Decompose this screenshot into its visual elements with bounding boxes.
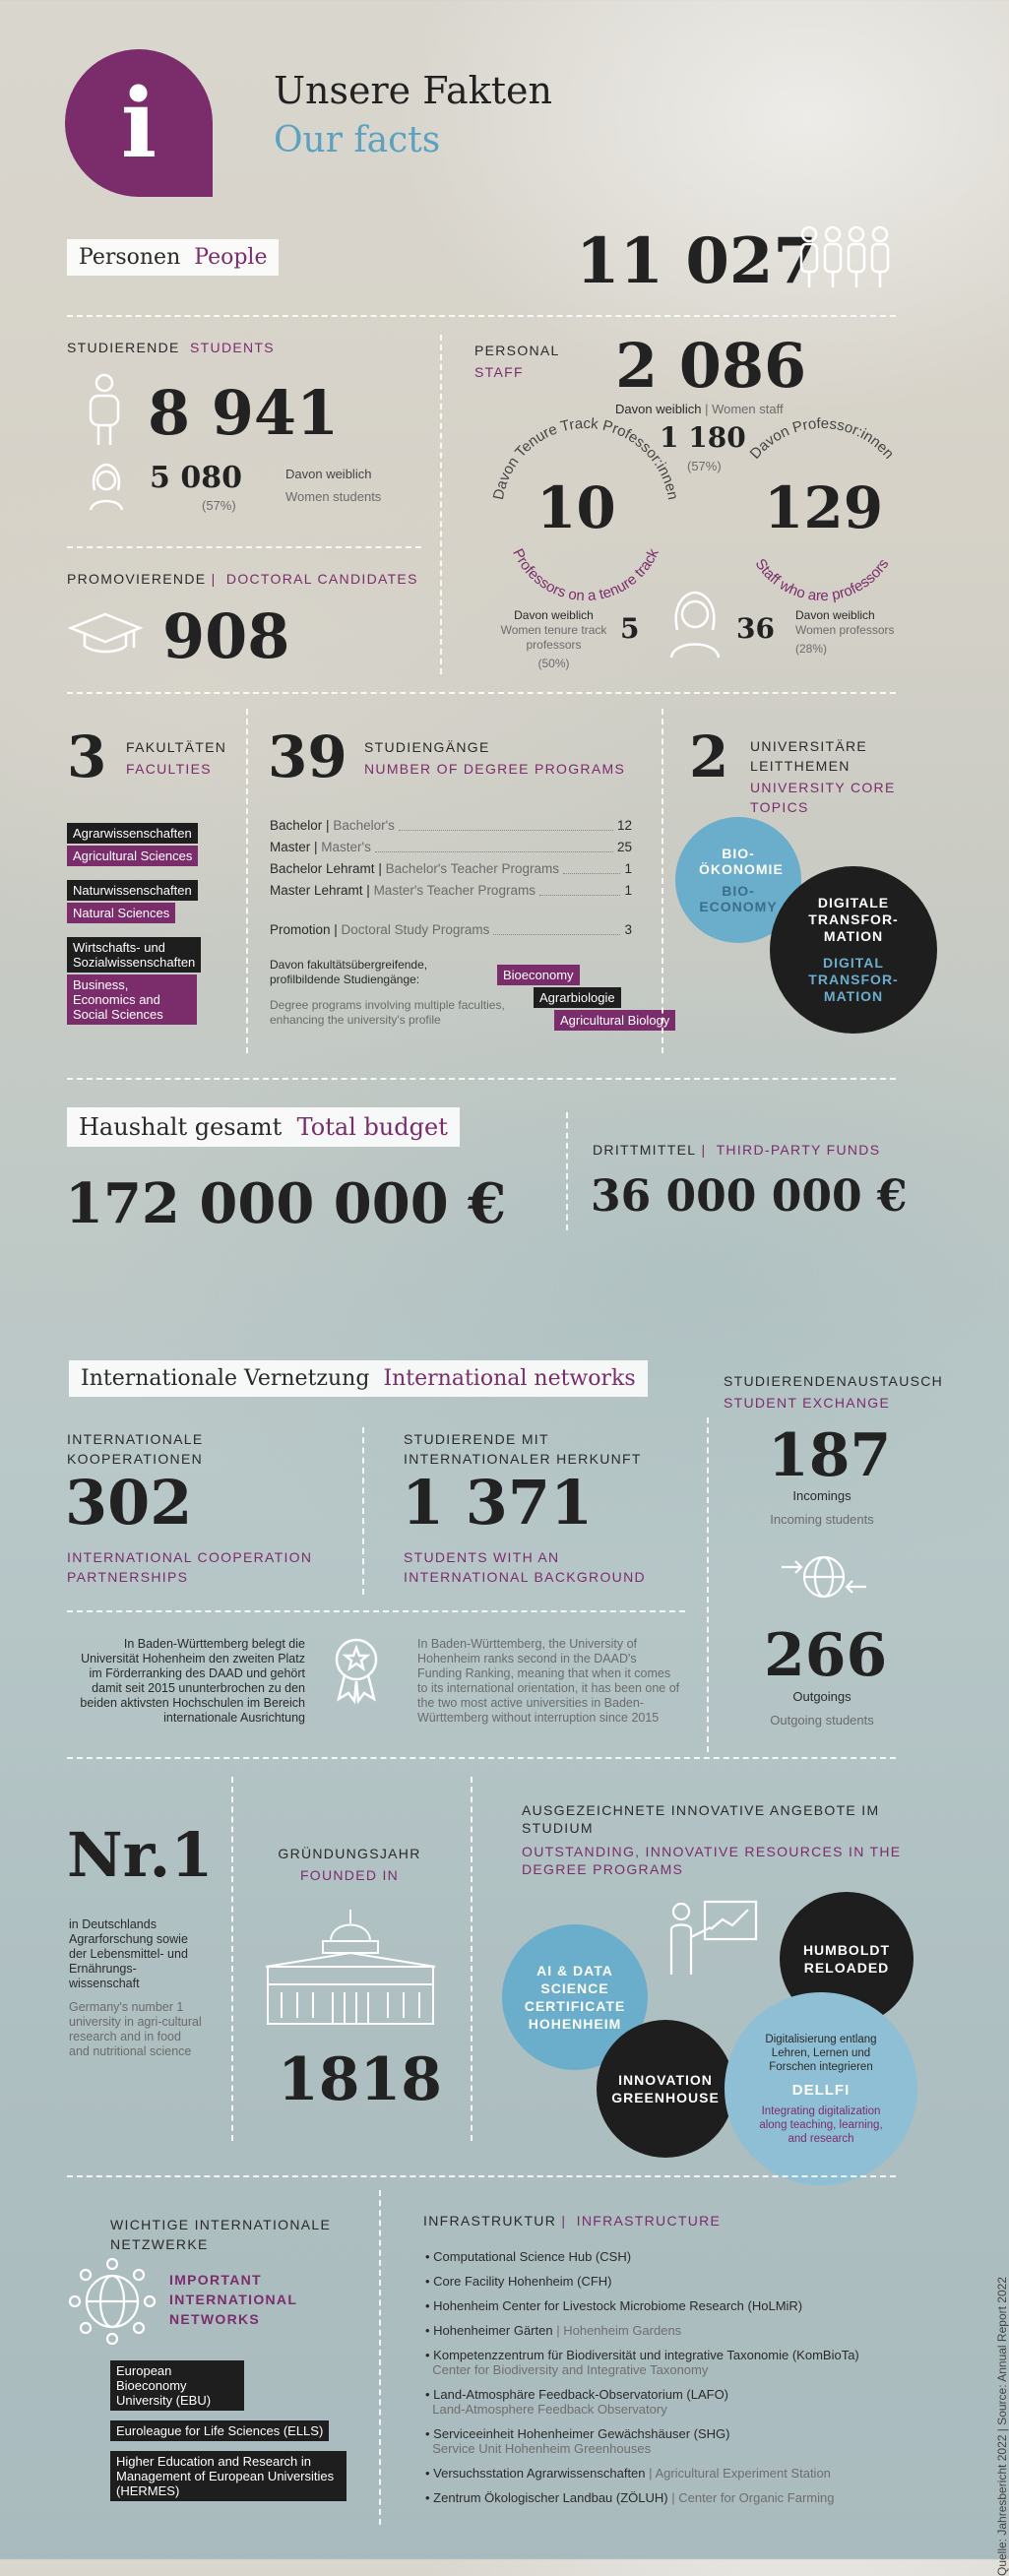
third-party-de: DRITTMITTEL xyxy=(593,1142,697,1158)
logo-badge xyxy=(65,49,213,197)
list-item: • Core Facility Hohenheim (CFH) xyxy=(425,2274,612,2289)
divider xyxy=(67,1078,896,1080)
budget-de: Haushalt gesamt xyxy=(79,1113,283,1141)
staff-female-label-en: Women staff xyxy=(712,402,784,416)
divider xyxy=(67,546,421,548)
network-globe-icon xyxy=(67,2256,158,2347)
tenure-female-label xyxy=(492,608,615,671)
divider xyxy=(566,1112,568,1230)
humboldt-label: HUMBOLDT RELOADED xyxy=(802,1942,891,1976)
dellfi-label: DELLFI xyxy=(791,2081,851,2099)
bioeconomy-de: BIO-ÖKONOMIE xyxy=(699,846,784,877)
students-female: 5 080 xyxy=(150,461,242,495)
list-item: • Hohenheimer Gärten | Hohenheim Gardens xyxy=(425,2323,682,2338)
list-item: • Zentrum Ökologischer Landbau (ZÖLUH) | Center for Organic Farming xyxy=(425,2490,835,2505)
incomings-en: Incoming students xyxy=(770,1512,874,1527)
logo-letter: i xyxy=(120,67,158,179)
nr1-de: in Deutschlands Agrarforschung sowie der Lebensmittel- und Ernährungs-wissenschaft xyxy=(69,1917,188,1990)
program-de: Bachelor Lehramt xyxy=(270,861,375,876)
infra-item-de: Hohenheim Center for Livestock Microbiome Research (HoLMiR) xyxy=(433,2298,803,2313)
staff-total: 2 086 xyxy=(615,330,807,402)
program-count: 25 xyxy=(616,840,632,854)
greenhouse-label: INNOVATION GREENHOUSE xyxy=(611,2072,720,2105)
digital-transformation-circle xyxy=(770,866,937,1034)
program-en: Bachelor's xyxy=(333,818,395,833)
svg-text:Professors on a tenure track xyxy=(509,546,662,605)
staff-female: 1 180 xyxy=(660,421,746,454)
presentation-icon xyxy=(665,1898,760,1977)
program-count: 12 xyxy=(616,818,632,833)
infra-item-en: Agricultural Experiment Station xyxy=(655,2466,831,2481)
faculty-en: Natural Sciences xyxy=(67,903,175,923)
nr1-title: Nr.1 xyxy=(67,1819,214,1891)
source-note: Quelle: Jahresbericht 2022 | Source: Annual Report 2022 xyxy=(995,2277,1009,2576)
profs-female-label xyxy=(795,608,894,657)
profs-total: 129 xyxy=(764,474,884,541)
innov-heading xyxy=(522,1801,906,1878)
infra-item-de: Kompetenzzentrum für Biodiversität und integrative Taxonomie (KomBioTa) xyxy=(433,2348,859,2362)
faculties-list xyxy=(67,823,205,1025)
intl-students-de: STUDIERENDE MIT INTERNATIONALER HERKUNFT xyxy=(404,1431,642,1467)
faculties-de: FAKULTÄTEN xyxy=(126,739,227,755)
page-subtitle: Our facts xyxy=(274,120,441,160)
student-icon xyxy=(83,372,126,447)
topics-heading xyxy=(750,736,908,817)
coop-total: 302 xyxy=(65,1467,193,1539)
people-de: Personen xyxy=(79,245,181,270)
castle-icon xyxy=(262,1902,439,2030)
infra-item-de: Versuchsstation Agrarwissenschaften xyxy=(433,2466,646,2481)
staff-heading xyxy=(474,340,560,383)
divider xyxy=(67,2175,896,2177)
programs-count: 39 xyxy=(268,723,347,790)
infra-item-en: Center for Organic Farming xyxy=(678,2490,835,2505)
svg-text:Davon Professor:innen xyxy=(747,415,898,463)
doctoral-total: 908 xyxy=(162,600,290,672)
divider xyxy=(231,1777,233,2141)
svg-text:Staff who are professors xyxy=(752,556,893,604)
staff-en: STAFF xyxy=(474,364,524,380)
programs-de: STUDIENGÄNGE xyxy=(364,739,490,755)
intl-en: International networks xyxy=(383,1366,636,1391)
infra-item-de: Computational Science Hub (CSH) xyxy=(433,2249,632,2264)
budget-en: Total budget xyxy=(296,1113,448,1141)
faculty-de: Naturwissenschaften xyxy=(67,880,198,901)
ranking-de: In Baden-Württemberg belegt die Universität Hohenheim den zweiten Platz im Förderranking des DAAD und gehört damit seit 2015 ununterbrochen zu den beiden aktivsten Hochschulen im Bereich internationale Ausrichtung xyxy=(80,1637,305,1725)
programs-table xyxy=(270,815,632,941)
program-de: Master Lehramt xyxy=(270,883,363,898)
innov-de: AUSGEZEICHNETE INNOVATIVE ANGEBOTE IM STUDIUM xyxy=(522,1802,880,1836)
incomings-de: Incomings xyxy=(792,1488,851,1503)
founded-en: FOUNDED IN xyxy=(299,1867,400,1883)
tenure-female-de: Davon weiblich xyxy=(514,608,594,622)
infra-item-de: Land-Atmosphäre Feedback-Observatorium (LAFO) xyxy=(433,2387,729,2402)
ai-certificate-label: AI & DATA SCIENCE CERTIFICATE HOHENHEIM xyxy=(524,1963,626,2032)
programs-en: NUMBER OF DEGREE PROGRAMS xyxy=(364,761,626,777)
faculty-de: Agrarwissenschaften xyxy=(67,823,198,844)
program-row: Bachelor | Bachelor's 12 xyxy=(270,815,632,837)
woman-staff-icon xyxy=(665,591,725,660)
bioeconomy-en: BIO-ECONOMY xyxy=(699,883,778,914)
staff-female-pct: (57%) xyxy=(687,459,722,473)
intl-students-total: 1 371 xyxy=(402,1467,594,1539)
intl-de: Internationale Vernetzung xyxy=(81,1366,370,1391)
divider xyxy=(362,1427,364,1595)
profs-female-pct: (28%) xyxy=(795,642,828,656)
program-de: Bachelor xyxy=(270,818,323,833)
profs-female: 36 xyxy=(736,612,775,645)
faculties-en: FACULTIES xyxy=(126,761,212,777)
students-de: STUDIERENDE xyxy=(67,340,180,355)
infra-heading: INFRASTRUKTUR | INFRASTRUCTURE xyxy=(423,2213,722,2229)
people-group-icon xyxy=(795,222,894,291)
program-tag: Bioeconomy xyxy=(497,965,580,985)
program-en: Master's Teacher Programs xyxy=(373,883,536,898)
dellfi-en: Integrating digitalization along teaching, learning, and research xyxy=(759,2105,883,2145)
networks-list xyxy=(110,2360,347,2501)
list-item: • Serviceeinheit Hohenheimer Gewächshäuser (SHG) Service Unit Hohenheim Greenhouses xyxy=(425,2426,730,2456)
students-female-en: Women students xyxy=(285,489,382,504)
faculties-count: 3 xyxy=(67,723,107,790)
woman-icon xyxy=(87,463,126,512)
divider xyxy=(471,1777,473,2141)
graduation-cap-icon xyxy=(69,610,142,656)
tenure-female: 5 xyxy=(620,612,640,645)
program-de: Master xyxy=(270,840,311,854)
ranking-en: In Baden-Württemberg, the University of Hohenheim ranks second in the DAAD's Funding Ranking, meaning that when it comes to its international orientation, it has been one of the two most active universities in Baden-Württemberg without interruption since 2015 xyxy=(417,1637,680,1725)
tenure-female-en: Women tenure track professors xyxy=(500,623,607,652)
program-tag: Agrarbiologie xyxy=(534,987,621,1008)
programs-heading xyxy=(364,736,625,780)
profs-female-en: Women professors xyxy=(795,623,895,637)
list-item: • Computational Science Hub (CSH) xyxy=(425,2249,632,2264)
faculty-en: Business, Economics and Social Sciences xyxy=(67,974,197,1025)
innov-en: OUTSTANDING, INNOVATIVE RESOURCES IN THE DEGREE PROGRAMS xyxy=(522,1844,902,1877)
program-en: Bachelor's Teacher Programs xyxy=(385,861,559,876)
network-item: European Bioeconomy University (EBU) xyxy=(110,2360,244,2411)
third-party-heading: DRITTMITTEL | THIRD-PARTY FUNDS xyxy=(593,1142,881,1158)
divider xyxy=(67,1610,685,1612)
faculties-heading xyxy=(126,736,226,780)
programs-profile-en: Degree programs involving multiple faculties, enhancing the university's profile xyxy=(270,998,505,1027)
staff-female-label-de: Davon weiblich xyxy=(615,402,702,416)
coop-de: INTERNATIONALE KOOPERATIONEN xyxy=(67,1431,204,1467)
program-tag: Agricultural Biology xyxy=(554,1010,675,1031)
students-total: 8 941 xyxy=(148,377,340,449)
intl-heading xyxy=(69,1360,648,1397)
programs-profile-de: Davon fakultätsübergreifende, profilbildende Studiengänge: xyxy=(270,958,428,986)
tenure-arc-en: Professors on a tenure track xyxy=(509,545,662,605)
infra-item-en: Center for Biodiversity and Integrative Taxonomy xyxy=(432,2362,709,2377)
founded-de: GRÜNDUNGSJAHR xyxy=(278,1846,421,1861)
award-icon xyxy=(327,1634,386,1703)
founded-year: 1818 xyxy=(278,2045,442,2114)
students-female-de: Davon weiblich xyxy=(285,467,372,481)
list-item: • Land-Atmosphäre Feedback-Observatorium (LAFO) Land-Atmosphere Feedback Observatory xyxy=(425,2387,729,2417)
program-row: Master | Master's 25 xyxy=(270,837,632,858)
networks-de: WICHTIGE INTERNATIONALE NETZWERKE xyxy=(110,2217,332,2252)
digital-de: DIGITALE TRANSFOR-MATION xyxy=(808,895,899,944)
tenure-arc-de: Davon Tenure Track Professor:innen xyxy=(489,414,682,502)
page-title: Unsere Fakten xyxy=(274,69,552,112)
tenure-total: 10 xyxy=(536,474,616,541)
topics-count: 2 xyxy=(689,723,729,790)
divider xyxy=(67,315,896,317)
outgoings-en: Outgoing students xyxy=(770,1713,874,1728)
divider xyxy=(662,709,663,1053)
network-item: Euroleague for Life Sciences (ELLS) xyxy=(110,2420,329,2441)
outgoings-de: Outgoings xyxy=(792,1689,851,1704)
people-total: 11 027 xyxy=(576,224,817,298)
exchange-en: STUDENT EXCHANGE xyxy=(724,1395,891,1411)
profs-arc-de: Davon Professor:innen xyxy=(746,414,898,463)
coop-de-wrap xyxy=(67,1429,254,1469)
networks-en: IMPORTANT INTERNATIONAL NETWORKS xyxy=(169,2272,297,2327)
students-heading xyxy=(67,340,275,355)
program-count: 3 xyxy=(624,922,632,937)
dellfi-circle xyxy=(725,1992,917,2185)
budget-heading xyxy=(67,1107,460,1147)
digital-en: DIGITAL TRANSFOR-MATION xyxy=(808,955,899,1004)
divider xyxy=(67,692,896,694)
program-de: Promotion xyxy=(270,922,331,937)
doctoral-en: DOCTORAL CANDIDATES xyxy=(225,571,418,587)
faculty-en: Agricultural Sciences xyxy=(67,846,198,866)
infra-list xyxy=(425,2249,888,2515)
intl-students-en: STUDENTS WITH AN INTERNATIONAL BACKGROUND xyxy=(404,1549,646,1585)
outgoings-total: 266 xyxy=(764,1621,888,1690)
greenhouse-circle xyxy=(597,2020,734,2158)
divider xyxy=(440,335,442,674)
nr1-en: Germany's number 1 university in agri-cultural research and in food and nutritional science xyxy=(69,2000,202,2058)
infra-item-en: Hohenheim Gardens xyxy=(563,2323,682,2338)
infra-item-de: Zentrum Ökologischer Landbau (ZÖLUH) xyxy=(433,2490,668,2505)
budget-total: 172 000 000 € xyxy=(65,1171,507,1236)
students-en: STUDENTS xyxy=(190,340,275,355)
program-row: Bachelor Lehramt | Bachelor's Teacher Programs 1 xyxy=(270,858,632,880)
incomings-total: 187 xyxy=(768,1421,892,1490)
program-count: 1 xyxy=(624,861,632,876)
infra-item-en: Land-Atmosphere Feedback Observatory xyxy=(432,2402,667,2417)
exchange-heading xyxy=(724,1370,943,1414)
infra-item-en: Service Unit Hohenheim Greenhouses xyxy=(432,2441,652,2456)
staff-female-label: Davon weiblich | Women staff xyxy=(615,402,784,416)
program-row: Promotion | Doctoral Study Programs 3 xyxy=(270,919,632,941)
list-item: • Hohenheim Center for Livestock Microbiome Research (HoLMiR) xyxy=(425,2298,803,2313)
exchange-de: STUDIERENDENAUSTAUSCH xyxy=(724,1373,944,1389)
third-party-en: THIRD-PARTY FUNDS xyxy=(716,1142,881,1158)
exchange-globe-icon xyxy=(780,1547,868,1606)
divider xyxy=(379,2190,381,2525)
network-item: Higher Education and Research in Management of European Universities (HERMES) xyxy=(110,2451,347,2501)
students-female-pct: (57%) xyxy=(202,498,236,513)
profs-female-de: Davon weiblich xyxy=(795,608,875,622)
infra-en: INFRASTRUCTURE xyxy=(576,2213,722,2229)
list-item: • Versuchsstation Agrarwissenschaften | Agricultural Experiment Station xyxy=(425,2466,831,2481)
infra-de: INFRASTRUKTUR xyxy=(423,2213,557,2229)
program-en: Doctoral Study Programs xyxy=(341,922,490,937)
tenure-female-pct: (50%) xyxy=(537,657,570,670)
divider xyxy=(707,1417,709,1752)
program-count: 1 xyxy=(624,883,632,898)
profs-arc-en: Staff who are professors xyxy=(751,555,893,605)
people-heading xyxy=(67,239,279,276)
doctoral-heading: PROMOVIERENDE | DOCTORAL CANDIDATES xyxy=(67,571,418,587)
dellfi-de: Digitalisierung entlang Lehren, Lernen und Forschen integrieren xyxy=(765,2033,877,2073)
divider xyxy=(67,1757,896,1759)
list-item: • Kompetenzzentrum für Biodiversität und integrative Taxonomie (KomBioTa) Center for Biodiversity and Integrative Taxonomy xyxy=(425,2348,859,2377)
program-en: Master's xyxy=(321,840,371,854)
founded-heading xyxy=(251,1843,448,1886)
infra-item-de: Hohenheimer Gärten xyxy=(433,2323,553,2338)
staff-de: PERSONAL xyxy=(474,343,560,358)
infra-item-de: Serviceeinheit Hohenheimer Gewächshäuser (SHG) xyxy=(433,2426,730,2441)
infra-item-de: Core Facility Hohenheim (CFH) xyxy=(433,2274,612,2289)
coop-en: INTERNATIONAL COOPERATION PARTNERSHIPS xyxy=(67,1549,313,1585)
people-en: People xyxy=(194,245,268,270)
program-row: Master Lehramt | Master's Teacher Programs 1 xyxy=(270,880,632,902)
third-party-total: 36 000 000 € xyxy=(591,1171,908,1222)
faculty-de: Wirtschafts- und Sozialwissenschaften xyxy=(67,937,201,973)
doctoral-de: PROMOVIERENDE xyxy=(67,571,207,587)
divider xyxy=(246,709,248,1053)
topics-en: UNIVERSITY CORE TOPICS xyxy=(750,780,896,815)
topics-de: UNIVERSITÄRE LEITTHEMEN xyxy=(750,738,868,774)
